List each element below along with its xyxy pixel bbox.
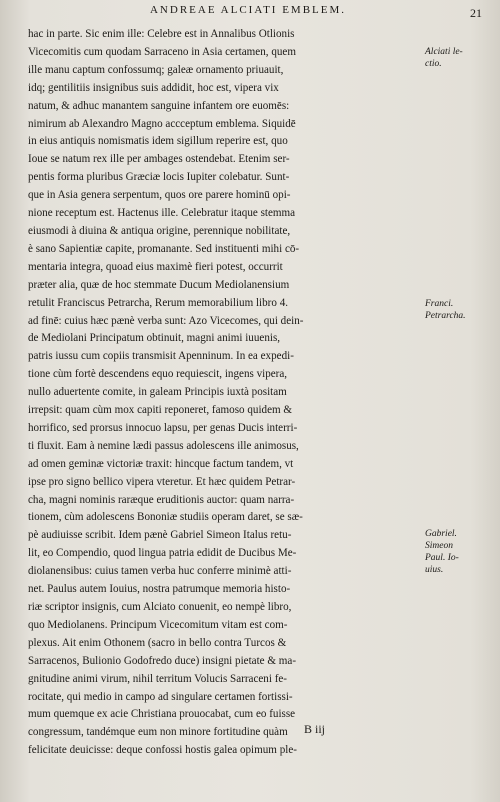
text-line: felicitate deuicisse: deque confossi hostis galea opimum ple- [28,744,297,757]
text-line: retulit Franciscus Petrarcha, Rerum memorabilium libro 4. [28,296,289,309]
text-line: que in Asia genera serpentum, quos ore parere hominū opi- [28,189,291,202]
text-line: ad omen geminæ victoriæ traxit: hincque factum tandem, vt [28,457,294,470]
margin-note-simeon-iouius: Gabriel. Simeon Paul. Io- uius. [425,529,459,575]
text-line: gnitudine animi virum, nihil territum Volucis Sarraceni fe- [28,672,288,685]
text-line: eiusmodi à diuina & antiqua origine, perennique nobilitate, [28,224,291,237]
text-line: pè audiuisse scribit. Idem pænè Gabriel Simeon Italus retu- [28,529,292,542]
text-line: riæ scriptor insignis, cum Alciato conuenit, eo nempè libro, [28,601,292,613]
text-line: lit, eo Compendio, quod lingua patria edidit de Ducibus Me- [28,547,297,560]
text-line: nimirum ab Alexandro Magno accceptum emblema. Siquidē [28,117,296,130]
text-line: horrifico, sed prorsus innocuo lapsu, per genas Ducis interri- [28,421,298,434]
text-line: plexus. Ait enim Othonem (sacro in bello contra Turcos & [28,636,287,649]
text-line: ille manu captum confossumq; galeæ ornamento priuauit, [28,63,284,76]
text-line: Vicecomitis cum quodam Sarraceno in Asia certamen, quem [28,45,296,58]
text-line: hac in parte. Sic enim ille: Celebre est in Annalibus Otlionis [28,28,295,40]
text-line: tione cùm fortè descendens equo requiescit, ingens vipera, [28,368,288,381]
text-line: mentaria integra, quoad eius maximè fieri potest, occurrit [28,260,283,273]
text-line: diolanensibus: cuius tamen verba huc conferre minimè atti- [28,565,292,578]
text-line: natum, & adhuc manantem sanguine infantem ore euomēs: [28,99,290,112]
text-line: congressum, tandémque eum non minore fortitudine quàm [28,726,288,739]
text-line: rocitate, qui medio in campo ad singulare certamen fortissi- [28,690,293,703]
text-line: nullo aduertente comite, in galeam Principis iuxtà positam [28,386,287,399]
text-line: ad finē: cuius hæc pænè verba sunt: Azo Vicecomes, qui dein- [28,314,304,327]
page-number: 21 [470,6,482,20]
margin-note-alciati: Alciati le- ctio. [425,47,463,69]
text-line: idq; gentilitiis insignibus suis addidit, hoc est, vipera vix [28,81,279,94]
text-line: in eius antiquis nomismatis idem sigillum reperire est, quo [28,135,288,148]
text-line: patris iussu cum copiis transmisit Apenninum. In ea expedi- [28,350,294,363]
text-line: Ioue se natum rex ille per ambages ostendebat. Etenim ser- [28,153,290,166]
text-line: nione receptum est. Hactenus ille. Celebratur itaque stemma [28,207,296,220]
margin-note-petrarcha: Franci. Petrarcha. [425,299,466,321]
text-line: tionem, cùm adolescens Bononiæ studiis operam daret, se sæ- [28,511,303,524]
text-line: quo Mediolanens. Principum Vicecomitum vitam est com- [28,618,288,631]
text-line: net. Paulus autem Iouius, nostra patrumque memoria histo- [28,583,291,596]
text-line: præter alia, quæ de hoc stemmate Ducum Mediolanensium [28,278,290,291]
signature-mark: B iij [304,722,326,736]
text-line: pentis forma pluribus Græciæ locis Iupiter colebatur. Sunt- [28,171,290,184]
body-text [28,26,420,760]
text-line: è sano Sapientiæ capite, promanante. Sed instituenti mihi cō- [28,242,300,255]
text-line: cha, magni nominis raræque eruditionis auctor: quam narra- [28,493,295,506]
text-line: ipse pro signo bellico vipera vteretur. Et hæc quidem Petrar- [28,475,296,488]
running-head: ANDREAE ALCIATI EMBLEM. [149,4,347,16]
text-line: ti fluxit. Eam à nemine lædi passus adolescens ille animosus, [28,439,299,452]
text-line: irrepsit: quam cùm mox capiti reponeret, famoso quidem & [28,404,293,417]
text-line: mum quemque ex acie Christiana prouocabat, cum eo fuisse [28,708,296,721]
text-line: Sarracenos, Bulionio Godofredo duce) insigni pietate & ma- [28,654,297,667]
text-line: de Mediolani Principatum obtinuit, magni animi iuuenis, [28,332,281,345]
